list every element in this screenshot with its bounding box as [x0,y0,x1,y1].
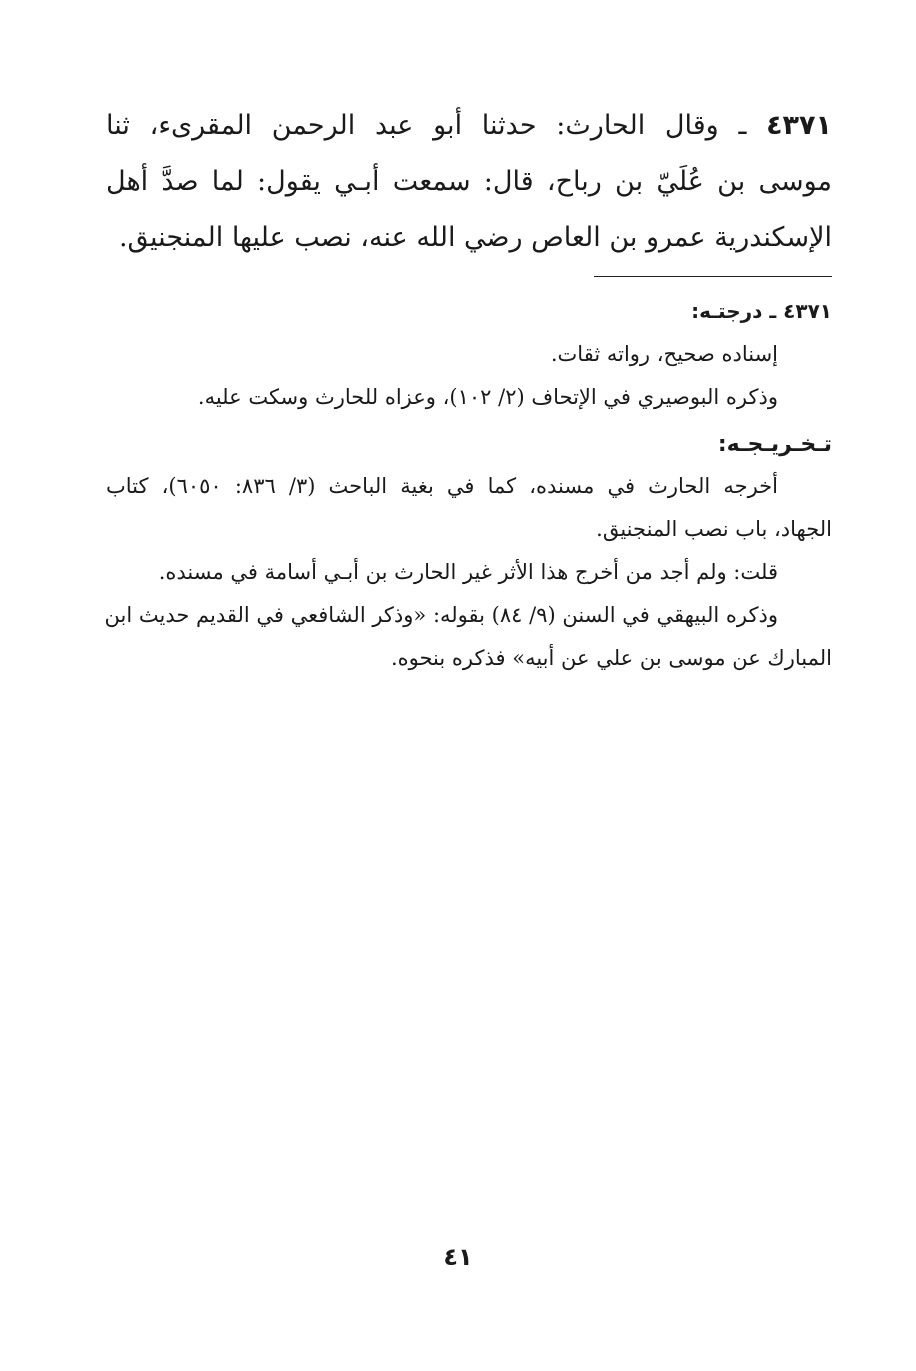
hadith-line-2: موسى بن عُلَيّ بن رباح، قال: سمعت أبـي يقول: لما صدَّ أهل [106,166,832,197]
hadith-line-3: الإسكندرية عمرو بن العاص رضي الله عنه، نصب عليها المنجنيق. [118,222,832,253]
takhrij-title: تـخـريـجـه: [717,432,832,457]
footnote-separator [594,276,832,277]
grading-label: ـ درجتـه: [691,299,784,323]
takhrij-line-4: وذكره البيهقي في السنن (٩/ ٨٤) بقوله: «وذكر الشافعي في القديم حديث ابن [104,603,778,627]
grading-header [106,290,832,333]
hadith-dash: ـ [718,110,767,141]
grading-line-2: وذكره البوصيري في الإتحاف (٢/ ١٠٢)، وعزاه للحارث وسكت عليه. [197,385,778,409]
takhrij-line-2: الجهاد، باب نصب المنجنيق. [596,517,832,541]
takhrij-line-3: قلت: ولم أجد من أخرج هذا الأثر غير الحارث بن أبـي أسامة في مسنده. [158,560,778,584]
hadith-text [106,98,832,266]
takhrij-line-5: المبارك عن موسى بن علي عن أبيه» فذكره بنحوه. [390,646,832,670]
footnotes [106,290,832,680]
hadith-line-1 [106,98,832,154]
grading-line-1: إسناده صحيح، رواته ثقات. [550,342,778,366]
grading-number: ٤٣٧١ [783,299,832,323]
hadith-number: ٤٣٧١ [766,110,832,141]
hadith-line-1-text: وقال الحارث: حدثنا أبو عبد الرحمن المقرىء، ثنا [106,110,719,141]
takhrij-line-1: أخرجه الحارث في مسنده، كما في بغية الباحث (٣/ ٨٣٦: ٦٠٥٠)، كتاب [106,474,778,498]
page-number: ٤١ [443,1243,473,1271]
